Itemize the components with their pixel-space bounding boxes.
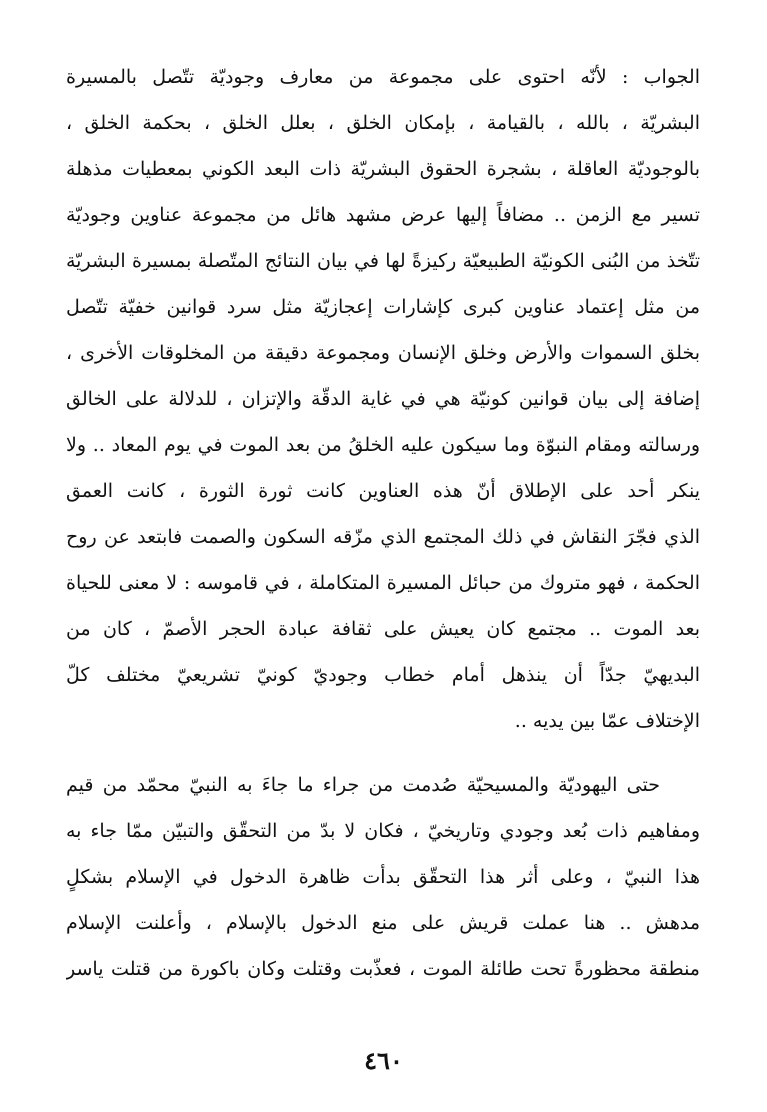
text-line: مدهش .. هنا عملت قريش على منع الدخول بالإسلام ، وأعلنت الإسلام bbox=[66, 912, 700, 934]
text-line: الحكمة ، فهو متروك من حبائل المسيرة المتكاملة ، في قاموسه : لا معنى للحياة bbox=[66, 572, 700, 594]
text-line: البشريّة ، بالله ، بالقيامة ، بإمكان الخلق ، بعلل الخلق ، بحكمة الخلق ، bbox=[66, 112, 700, 134]
text-line: إضافة إلى بيان قوانين كونيّة هي في غاية الدقّة والإتزان ، للدلالة على الخالق bbox=[66, 388, 700, 410]
text-line: الجواب : لأنّه احتوى على مجموعة من معارف وجوديّة تتّصل بالمسيرة bbox=[66, 66, 700, 88]
text-line: حتى اليهوديّة والمسيحيّة صُدمت من جراء ما جاءَ به النبيّ محمّد من قيم bbox=[66, 774, 660, 796]
text-line: الإختلاف عمّا بين يديه .. bbox=[514, 710, 700, 732]
text-line: بخلق السموات والأرض وخلق الإنسان ومجموعة دقيقة من المخلوقات الأخرى ، bbox=[66, 342, 700, 364]
text-line: بالوجوديّة العاقلة ، بشجرة الحقوق البشريّة ذات البعد الكوني بمعطيات مذهلة bbox=[66, 158, 700, 180]
text-line: تسير مع الزمن .. مضافاً إليها عرض مشهد هائل من مجموعة عناوين وجوديّة bbox=[66, 204, 700, 226]
text-line: ومفاهيم ذات بُعد وجودي وتاريخيّ ، فكان لا بدّ من التحقّق والتبيّن ممّا جاء به bbox=[66, 820, 700, 842]
text-line: منطقة محظورةً تحت طائلة الموت ، فعذّبت وقتلت وكان باكورة من قتلت ياسر bbox=[66, 958, 700, 980]
text-line: بعد الموت .. مجتمع كان يعيش على ثقافة عبادة الحجر الأصمّ ، كان من bbox=[66, 618, 700, 640]
paragraph-1 bbox=[66, 54, 700, 744]
text-line: البديهيّ جدّاً أن ينذهل أمام خطاب وجوديّ كونيّ تشريعيّ مختلف كلّ bbox=[66, 664, 700, 686]
page-number: ٤٦٠ bbox=[364, 1046, 403, 1075]
text-line: الذي فجّرَ النقاش في ذلك المجتمع الذي مزّقه السكون والصمت فابتعد عن روح bbox=[66, 526, 700, 548]
paragraph-2 bbox=[66, 762, 700, 992]
text-line: ورسالته ومقام النبوّة وما سيكون عليه الخلقُ من بعد الموت في يوم المعاد .. ولا bbox=[66, 434, 700, 456]
text-line: هذا النبيّ ، وعلى أثر هذا التحقّق بدأت ظاهرة الدخول في الإسلام بشكلٍ bbox=[66, 866, 700, 888]
text-line: ينكر أحد على الإطلاق أنّ هذه العناوين كانت ثورة الثورة ، كانت العمق bbox=[66, 480, 700, 502]
text-line: تتّخذ من البُنى الكونيّة الطبيعيّة ركيزةً لها في بيان النتائج المتّصلة بمسيرة البشريّة bbox=[66, 250, 700, 272]
text-line: من مثل إعتماد عناوين كبرى كإشارات إعجازيّة مثل سرد قوانين خفيّة تتّصل bbox=[66, 296, 700, 318]
